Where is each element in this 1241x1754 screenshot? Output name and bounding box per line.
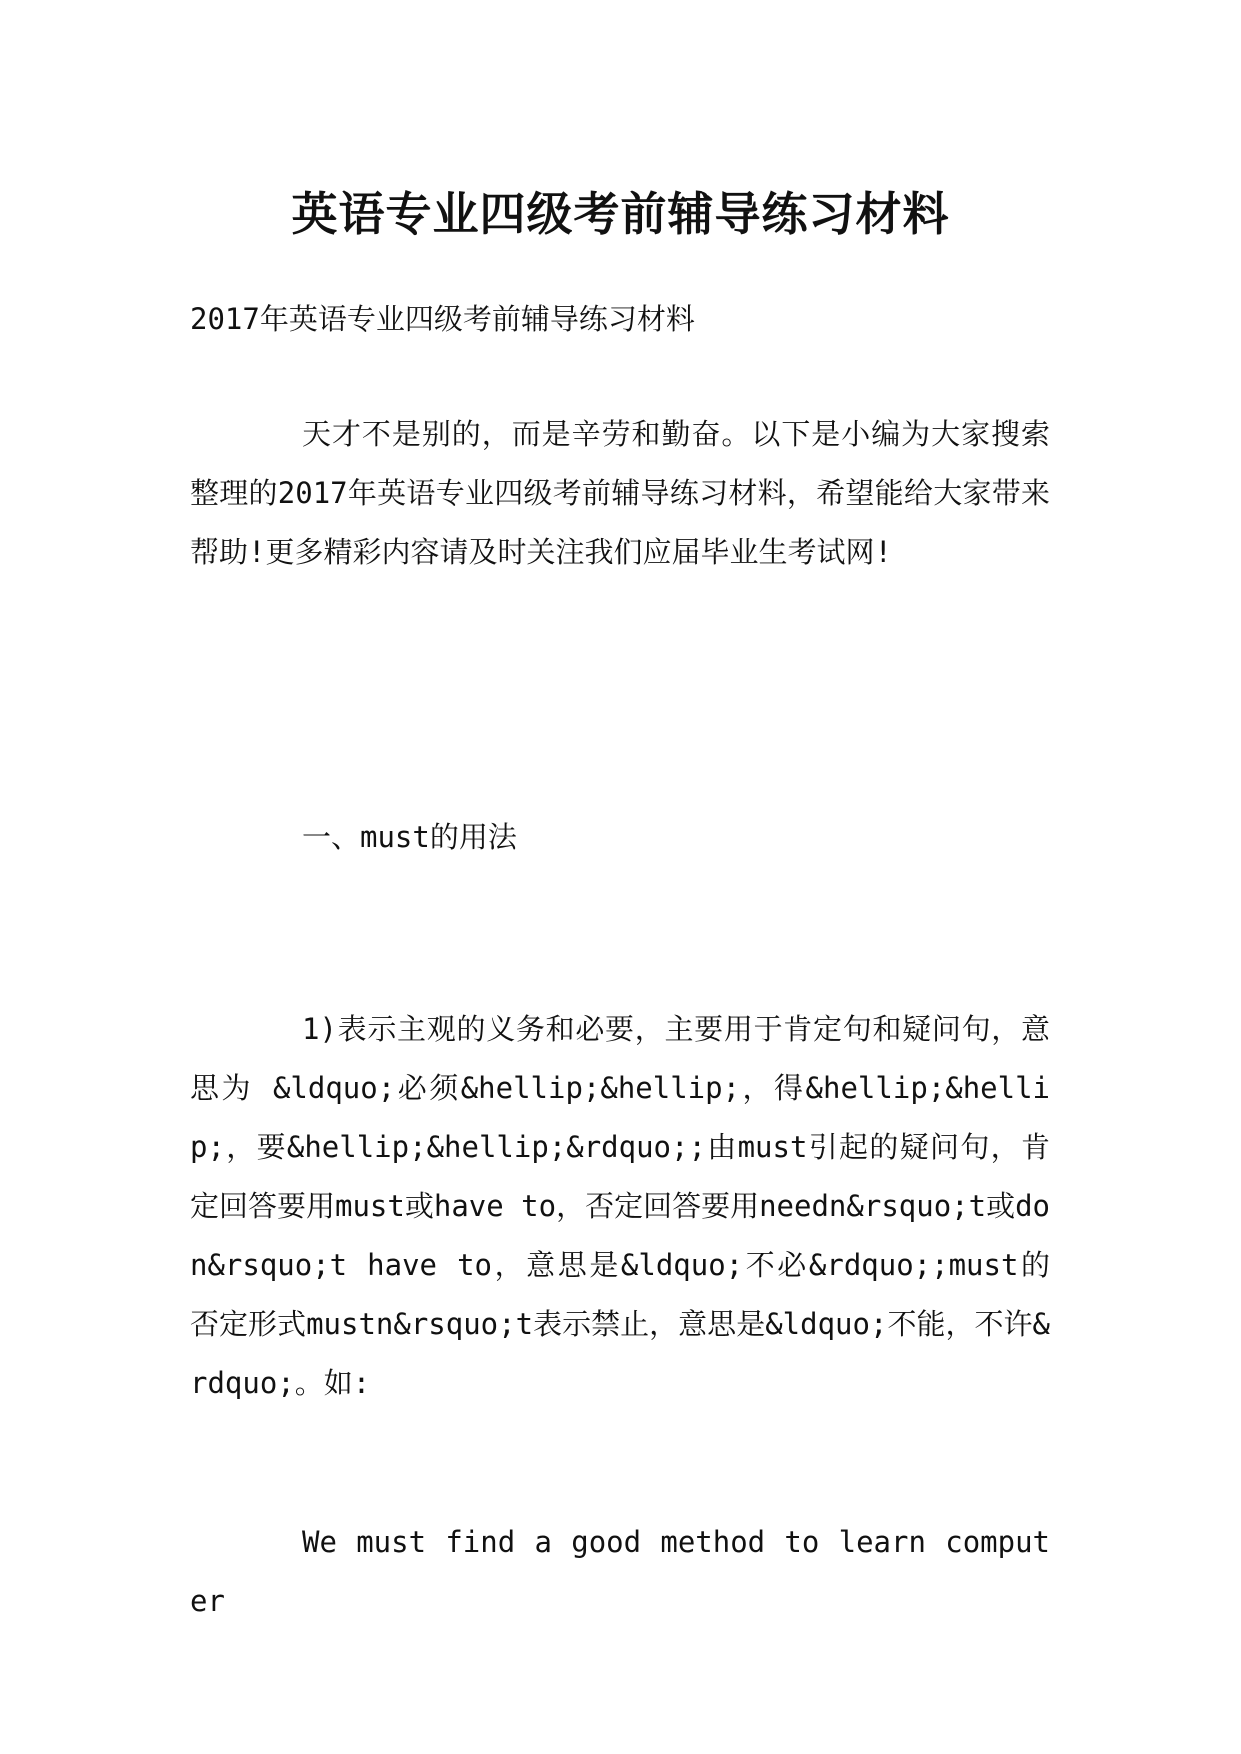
document-title: 英语专业四级考前辅导练习材料 [291, 186, 950, 241]
document-subtitle: 2017年英语专业四级考前辅导练习材料 [190, 302, 695, 336]
intro-paragraph: 天才不是别的，而是辛劳和勤奋。以下是小编为大家搜索整理的2017年英语专业四级考前辅导练习材料，希望能给大家带来帮助!更多精彩内容请及时关注我们应届毕业生考试网! [190, 417, 1050, 569]
usage-point-paragraph: 1)表示主观的义务和必要，主要用于肯定句和疑问句，意思为 &ldquo;必须&hellip;&hellip;，得&hellip;&hellip;，要&hellip;&hellip;&rdquo;;由must引起的疑问句，肯定回答要用must或have to，否定回答要用needn&rsquo;t或don&rsquo;t have to，意思是&ldquo;不必&rdquo;;must的否定形式mustn&rsquo;t表示禁止，意思是&ldquo;不能，不许&rdquo;。如: [190, 1012, 1050, 1400]
example-sentence: We must find a good method to learn computer [190, 1525, 1050, 1618]
section-heading: 一、must的用法 [302, 820, 517, 854]
